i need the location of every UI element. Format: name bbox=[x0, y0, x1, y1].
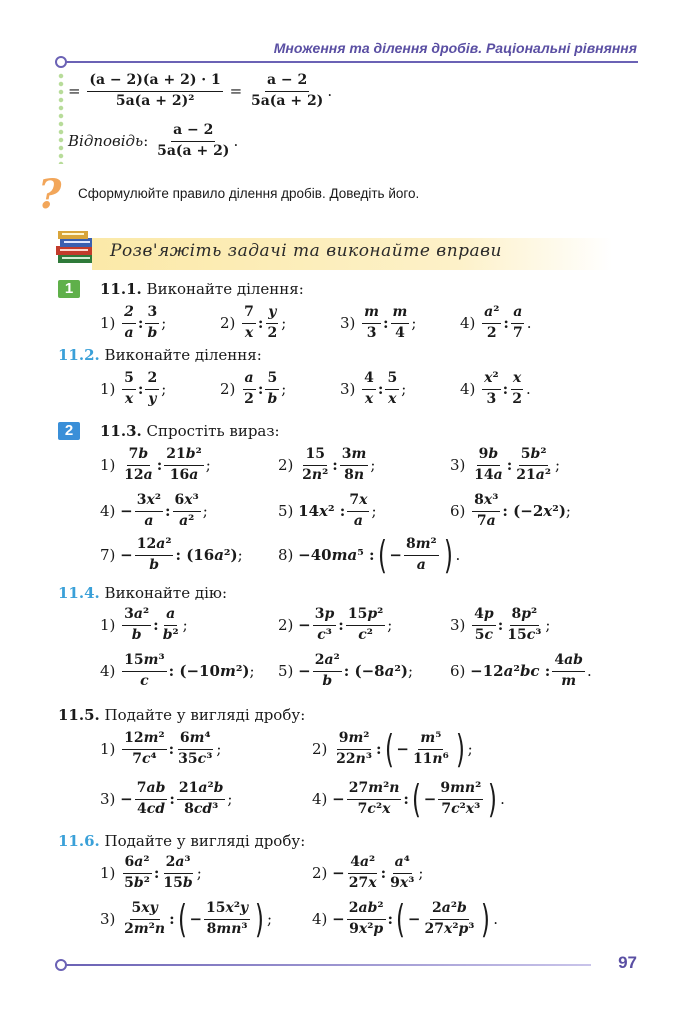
answer-label: Відповідь bbox=[68, 132, 144, 150]
footer-rule bbox=[66, 964, 591, 966]
task-11-5-row2: 3) − $\frac{7ab}{4cd}$ : $\frac{\text{21a²b}}{\text{8cd³}}$ ; 4) − $\frac{\text{27m²n}}{\text{7c²x}}$ : ( − $\frac{\text{9mn²}}{\text{7c²x³}}$ ) . bbox=[100, 777, 505, 821]
chapter-title: Множення та ділення дробів. Раціональні рівняння bbox=[273, 40, 637, 56]
task-11-1-items: 1) $\frac{2}{a}$ : $\frac{3}{b}$ ; 2) $\frac{7}{x}$ : $\frac{y}{2}$ ; 3) $\frac{m}{3}$ : $\frac{m}{4}$ ; 4) $\frac{\text{a²}}{2}$ : $\frac{a}{7}$ . bbox=[100, 304, 532, 341]
task-11-6-row2: 3) $\frac{5xy}{\text{2m²n}}$ : ( − $\frac{\text{15x²y}}{\text{8mn³}}$ ) ; 4) − $\frac{\text{2ab²}}{\text{9x²p}}$ : ( − $\frac{\text{2a²b}}{\text{27x²p³}}$ ) . bbox=[100, 897, 498, 941]
equals-sign: = bbox=[229, 82, 243, 100]
fraction: $\frac{a - 2}{5a(a + 2)}$ bbox=[250, 72, 324, 109]
answer-line: Відповідь : $\frac{a - 2}{5a(a + 2)}$ . bbox=[68, 122, 239, 159]
task-11-6-header: 11.6. Подайте у вигляді дробу: bbox=[58, 832, 306, 850]
exercise-banner-title: Розв'яжіть задачі та виконайте вправи bbox=[110, 241, 503, 261]
task-11-3-header: 11.3. Спростіть вираз: bbox=[100, 422, 280, 440]
equals-sign: = bbox=[68, 82, 81, 100]
task-11-6-row1: 1) $\frac{\text{6a²}}{\text{5b²}}$ : $\frac{\text{2a³}}{15b}$ ; 2) − $\frac{\text{4a²}}{27x}$ : $\frac{\text{a⁴}}{\text{9x³}}$ ; bbox=[100, 854, 424, 891]
task-11-2-items: 1) $\frac{5}{x}$ : $\frac{2}{y}$ ; 2) $\frac{a}{2}$ : $\frac{5}{b}$ ; 3) $\frac{4}{x}$ : $\frac{5}{x}$ ; 4) $\frac{\text{x²}}{3}$ : $\frac{x}{2}$ . bbox=[100, 370, 531, 407]
task-11-4-row2: 4) $\frac{\text{15m³}}{c}$ : (−10m²) ; 5) − $\frac{\text{2a²}}{b}$ : (−8a²) ; 6) −12a²bc : $\frac{4ab}{m}$ . bbox=[100, 652, 592, 689]
question-mark-icon: ? bbox=[38, 171, 62, 218]
task-11-3-row1: 1) $\frac{7b}{12a}$ : $\frac{\text{21b²}}{16a}$ ; 2) $\frac{15}{\text{2n²}}$ : $\frac{3m}{8n}$ ; 3) $\frac{9b}{14a}$ : $\frac{\text{5b²}}{\text{21a²}}$ ; bbox=[100, 446, 561, 483]
fraction: $\frac{(a - 2)(a + 2) \cdot 1}{\text{5a(a + 2)²}}$ bbox=[89, 72, 221, 109]
answer-fraction: $\frac{a - 2}{5a(a + 2)}$ bbox=[157, 122, 230, 159]
task-11-4-header: 11.4. Виконайте дію: bbox=[58, 584, 228, 602]
task-11-5-header: 11.5. Подайте у вигляді дробу: bbox=[58, 706, 306, 724]
task-11-5-row1: 1) $\frac{\text{12m²}}{\text{7c⁴}}$ : $\frac{\text{6m⁴}}{\text{35c³}}$ ; 2) $\frac{\text{9m²}}{\text{22n³}}$ : ( − $\frac{\text{m⁵}}{\text{11n⁶}}$ ) ; bbox=[100, 727, 473, 771]
solution-margin-decoration bbox=[58, 72, 64, 164]
review-question: Сформулюйте правило ділення дробів. Доведіть його. bbox=[78, 186, 420, 201]
solution-line: = $\frac{(a - 2)(a + 2) \cdot 1}{\text{5a(a + 2)²}}$ = $\frac{a - 2}{5a(a + 2)}$ . bbox=[68, 72, 333, 109]
level-2-badge: 2 bbox=[58, 422, 80, 440]
page-number: 97 bbox=[618, 953, 637, 972]
task-11-1-header: 11.1. Виконайте ділення: bbox=[100, 280, 304, 298]
task-11-3-row2: 4) − $\frac{\text{3x²}}{a}$ : $\frac{\text{6x³}}{\text{a²}}$ ; 5) 14x² : $\frac{7x}{a}$ ; 6) $\frac{\text{8x³}}{7a}$ : (−2x²) ; bbox=[100, 492, 571, 529]
header-rule-dot bbox=[55, 56, 67, 68]
header-rule bbox=[66, 61, 638, 63]
task-11-2-header: 11.2. Виконайте ділення: bbox=[58, 346, 262, 364]
task-11-3-row3: 7) − $\frac{\text{12a²}}{b}$ : (16a²) ; 8) −40ma⁵ : ( − $\frac{\text{8m²}}{a}$ ) . bbox=[100, 533, 461, 577]
task-11-4-row1: 1) $\frac{\text{3a²}}{b}$ : $\frac{a}{\text{b²}}$ ; 2) − $\frac{3p}{\text{c³}}$ : $\frac{\text{15p²}}{\text{c²}}$ ; 3) $\frac{4p}{5c}$ : $\frac{\text{8p²}}{\text{15c³}}$ ; bbox=[100, 606, 551, 643]
level-1-badge: 1 bbox=[58, 280, 80, 298]
footer-rule-dot bbox=[55, 959, 67, 971]
